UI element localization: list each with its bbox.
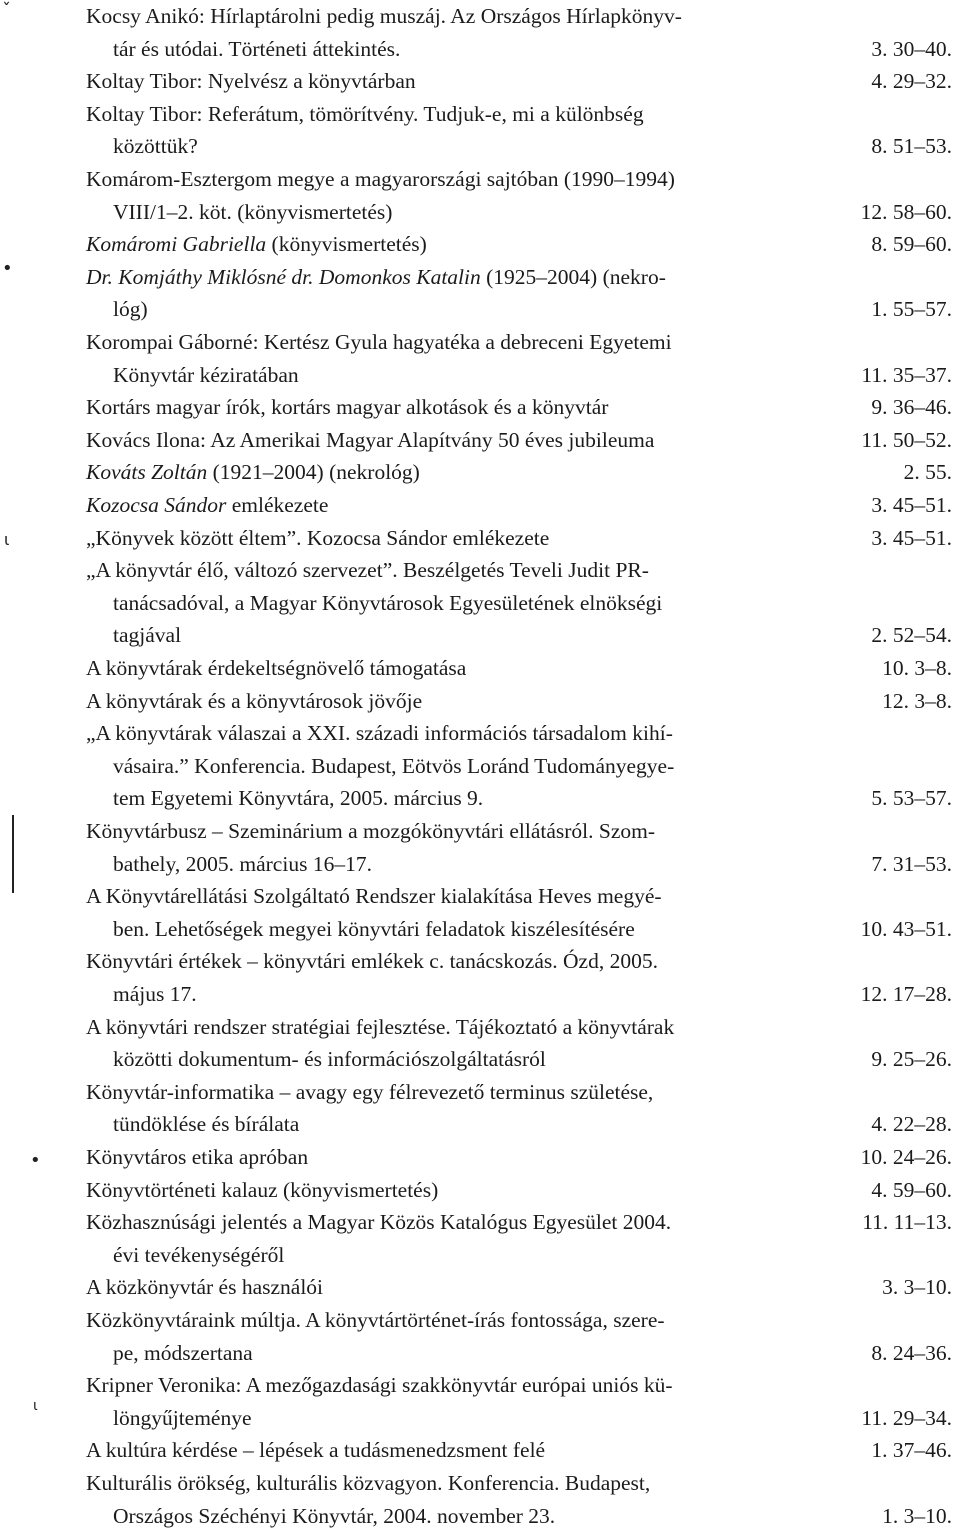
entry-title-text: bathely, 2005. március 16–17. <box>113 851 372 876</box>
entry-page-ref: 2. 55. <box>903 460 952 485</box>
entry-page-ref: 1. 55–57. <box>871 297 952 322</box>
entry-title-text: tanácsadóval, a Magyar Könyvtárosok Egyesületének elnökségi <box>113 590 663 615</box>
entry-italic-name: Dr. Komjáthy Miklósné dr. Domonkos Katalin <box>86 264 481 289</box>
entry-title-line <box>86 65 416 97</box>
entry-title-text: Koltay Tibor: Referátum, tömörítvény. Tudjuk-e, mi a különbség <box>86 101 644 126</box>
entry-italic-name: Kozocsa Sándor <box>86 493 227 517</box>
entry-title-text: Kulturális örökség, kulturális közvagyon. Konferencia. Budapest, <box>86 1471 651 1495</box>
entry-title-text: Könyvtörténeti kalauz (könyvismertetés) <box>86 1177 439 1202</box>
entry-title-text: „Könyvek között éltem”. Kozocsa Sándor emlékezete <box>86 525 550 550</box>
entry-italic-name: Komáromi Gabriella <box>86 232 267 257</box>
entry-page-ref: 2. 52–54. <box>871 623 952 648</box>
entry-page-ref: 1. 37–46. <box>871 1438 952 1463</box>
entry-title-text: Kovács Ilona: Az Amerikai Magyar Alapítvány 50 éves jubileuma <box>86 427 655 452</box>
entry-title-text: „A könyvtárak válaszai a XXI. századi információs társadalom kihí- <box>86 721 673 746</box>
entry-title-line <box>113 587 662 619</box>
entry-title-text: Kripner Veronika: A mezőgazdasági szakkönyvtár európai uniós kü- <box>86 1373 673 1398</box>
entry-page-ref: 9. 36–46. <box>871 395 952 420</box>
entry-title-text: Komárom-Esztergom megye a magyarországi sajtóban (1990–1994) <box>86 167 675 191</box>
entry-title-text: A Könyvtárellátási Szolgáltató Rendszer kialakítása Heves megyé- <box>86 884 662 909</box>
entry-title-line <box>113 359 299 391</box>
entry-page-ref: 12. 17–28. <box>860 982 952 1006</box>
entry-title-line <box>86 815 655 847</box>
entry-title-text: tagjával <box>113 623 182 648</box>
entry-page-ref: 3. 45–51. <box>871 525 952 550</box>
entry-title-line <box>113 293 148 325</box>
entry-title-text: (1925–2004) (nekro- <box>480 264 666 289</box>
entry-title-text: löngyűjteménye <box>113 1405 252 1430</box>
entry-title-line <box>86 945 658 977</box>
entry-title-line <box>86 261 666 293</box>
entry-title-line <box>86 163 675 195</box>
entry-title-text: A közkönyvtár és használói <box>86 1275 324 1300</box>
entry-title-text: (könyvismertetés) <box>266 232 427 257</box>
entry-title-text: (1921–2004) (nekrológ) <box>207 460 420 485</box>
entry-title-text: pe, módszertana <box>113 1340 253 1365</box>
entry-page-ref: 11. 35–37. <box>861 362 952 387</box>
margin-mark: • <box>2 258 13 279</box>
entry-title-text: A könyvtárak és a könyvtárosok jövője <box>86 688 423 713</box>
entry-title-line <box>113 1500 555 1532</box>
entry-page-ref: 12. 3–8. <box>882 688 952 713</box>
entry-page-ref: 1. 3–10. <box>882 1503 952 1528</box>
entry-title-text: tem Egyetemi Könyvtára, 2005. március 9. <box>113 786 484 811</box>
entry-title-line <box>86 554 649 586</box>
margin-mark: ι <box>33 1398 38 1414</box>
entry-title-text: tündöklése és bírálata <box>113 1112 300 1137</box>
entry-title-text: A könyvtárak érdekeltségnövelő támogatása <box>86 656 467 680</box>
entry-title-text: Könyvtári értékek – könyvtári emlékek c. tanácskozás. Ózd, 2005. <box>86 949 658 974</box>
entry-title-line <box>113 130 198 162</box>
entry-title-text: Kocsy Anikó: Hírlaptárolni pedig muszáj. Az Országos Hírlapkönyv- <box>86 4 682 28</box>
entry-title-line <box>86 98 644 130</box>
entry-page-ref: 8. 51–53. <box>871 134 952 159</box>
entry-title-line <box>86 489 328 521</box>
entry-title-text: évi tevékenységéről <box>113 1242 285 1267</box>
entry-title-line <box>86 685 422 717</box>
entry-title-line <box>86 1174 438 1206</box>
entry-title-line <box>113 1402 252 1434</box>
entry-title-text: Közkönyvtáraink múltja. A könyvtártörténet-írás fontossága, szere- <box>86 1308 665 1332</box>
entry-page-ref: 3. 45–51. <box>871 493 952 517</box>
entry-title-line <box>86 1141 308 1173</box>
entry-page-ref: 10. 3–8. <box>882 656 952 680</box>
entry-title-text: Korompai Gáborné: Kertész Gyula hagyatéka a debreceni Egyetemi <box>86 330 672 354</box>
entry-title-line <box>113 848 372 880</box>
entry-title-text: A könyvtári rendszer stratégiai fejlesztése. Tájékoztató a könyvtárak <box>86 1014 675 1039</box>
entry-title-line <box>86 228 427 260</box>
entry-page-ref: 11. 29–34. <box>861 1405 952 1430</box>
entry-title-text: tár és utódai. Történeti áttekintés. <box>113 36 401 61</box>
entry-title-line <box>86 1011 674 1043</box>
entry-title-text: vásaira.” Konferencia. Budapest, Eötvös Loránd Tudományegye- <box>113 753 675 778</box>
entry-title-text: Könyvtárbusz – Szeminárium a mozgókönyvtári ellátásról. Szom- <box>86 819 656 843</box>
entry-page-ref: 4. 59–60. <box>871 1177 952 1202</box>
entry-title-line <box>86 0 682 32</box>
entry-title-line <box>86 1369 673 1401</box>
entry-title-text: Országos Széchényi Könyvtár, 2004. november 23. <box>113 1503 556 1528</box>
entry-title-text: ben. Lehetőségek megyei könyvtári feladatok kiszélesítésére <box>113 916 635 941</box>
entry-title-text: Könyvtár kéziratában <box>113 362 299 387</box>
entry-title-text: A kultúra kérdése – lépések a tudásmenedzsment felé <box>86 1438 546 1463</box>
entry-title-line <box>113 619 181 651</box>
margin-mark: ι <box>4 530 10 549</box>
entry-page-ref: 8. 24–36. <box>871 1340 952 1365</box>
entry-title-line <box>113 750 674 782</box>
entry-title-line <box>86 1076 653 1108</box>
entry-title-text: VIII/1–2. köt. (könyvismertetés) <box>113 199 393 224</box>
entry-page-ref: 12. 58–60. <box>860 199 952 224</box>
margin-mark: • <box>30 1150 41 1171</box>
entry-title-text: május 17. <box>113 982 197 1006</box>
entry-title-line <box>86 456 420 488</box>
entry-title-line <box>86 652 466 684</box>
entry-page-ref: 8. 59–60. <box>871 232 952 257</box>
entry-title-line <box>113 196 392 228</box>
entry-title-text: Koltay Tibor: Nyelvész a könyvtárban <box>86 69 416 94</box>
entry-title-line <box>113 782 483 814</box>
entry-page-ref: 3. 30–40. <box>871 36 952 61</box>
entry-title-line <box>86 1304 665 1336</box>
entry-page-ref: 4. 22–28. <box>871 1112 952 1137</box>
entry-title-line <box>113 1239 284 1271</box>
entry-title-line <box>86 717 673 749</box>
entry-title-line <box>86 1206 671 1238</box>
margin-bar <box>12 815 14 893</box>
entry-title-line <box>113 1108 299 1140</box>
entry-title-line <box>86 391 608 423</box>
entry-title-line <box>113 1043 546 1075</box>
entry-title-text: közöttük? <box>113 134 198 159</box>
entry-page-ref: 3. 3–10. <box>882 1275 952 1300</box>
entry-title-line <box>86 326 672 358</box>
entry-title-line <box>86 424 654 456</box>
entry-title-line <box>86 1434 545 1466</box>
margin-mark: ˇ <box>2 0 11 21</box>
entry-title-text: közötti dokumentum- és információszolgáltatásról <box>113 1047 546 1072</box>
entry-title-text: Közhasznúsági jelentés a Magyar Közös Katalógus Egyesület 2004. <box>86 1210 672 1235</box>
entry-title-line <box>86 1467 650 1499</box>
entry-page-ref: 11. 11–13. <box>862 1210 952 1235</box>
entry-page-ref: 7. 31–53. <box>871 851 952 876</box>
entry-title-line <box>113 978 197 1010</box>
entry-title-text: Könyvtár-informatika – avagy egy félrevezető terminus születése, <box>86 1079 654 1104</box>
entry-title-text: lóg) <box>113 297 148 322</box>
entry-title-text: emlékezete <box>226 493 329 517</box>
entry-page-ref: 11. 50–52. <box>861 427 952 452</box>
entry-title-line <box>113 913 635 945</box>
entry-italic-name: Kováts Zoltán <box>86 460 208 485</box>
entry-page-ref: 5. 53–57. <box>871 786 952 811</box>
entry-page-ref: 10. 43–51. <box>860 916 952 941</box>
entry-title-text: Kortárs magyar írók, kortárs magyar alkotások és a könyvtár <box>86 395 609 420</box>
entry-title-line <box>113 1337 253 1369</box>
entry-page-ref: 10. 24–26. <box>860 1145 952 1169</box>
entry-title-line <box>86 880 662 912</box>
entry-page-ref: 4. 29–32. <box>871 69 952 94</box>
entry-title-text: „A könyvtár élő, változó szervezet”. Beszélgetés Teveli Judit PR- <box>86 558 649 583</box>
entry-title-line <box>86 522 549 554</box>
entry-title-line <box>113 33 400 65</box>
entry-title-text: Könyvtáros etika apróban <box>86 1145 309 1169</box>
entry-page-ref: 9. 25–26. <box>871 1047 952 1072</box>
entry-title-line <box>86 1271 323 1303</box>
